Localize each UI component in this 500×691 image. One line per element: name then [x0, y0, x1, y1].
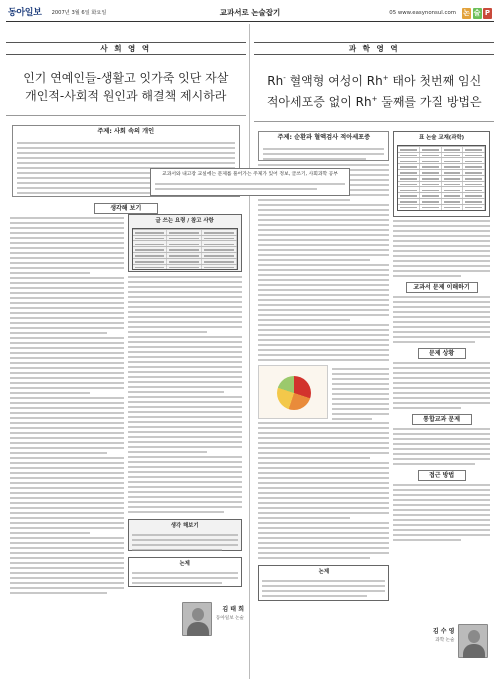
- section-title: 교과서로 논술잡기: [219, 8, 281, 18]
- content-columns: [6, 24, 494, 679]
- science-table-box: [393, 131, 490, 217]
- social-sub-heading-1: 생각해 보기: [94, 203, 158, 214]
- science-body: [254, 131, 494, 601]
- newspaper-logo[interactable]: 동아일보: [8, 7, 42, 18]
- science-headline-line2: 적아세포증 없이 Rh+ 둘째를 가질 방법은: [266, 95, 482, 109]
- author-photo-right: [458, 624, 488, 658]
- social-body-col-1: [10, 214, 124, 594]
- author-name-right: 김 수 영: [432, 628, 455, 635]
- center-intro-text: 교과서와 내고장 교실에는 문제를 풀어가는 주제가 있어 정보, 글쓰기, 사회과학 공부: [162, 172, 338, 177]
- science-body-col-2: [393, 131, 490, 601]
- brand-badge-2: 술: [473, 9, 481, 17]
- social-body-col-2: [128, 214, 242, 594]
- think-box: [128, 519, 242, 551]
- brand-badge-3: P: [484, 9, 491, 17]
- guide-table: [132, 228, 238, 271]
- headline-rule: [6, 115, 246, 117]
- center-intro-note: [150, 168, 350, 196]
- social-headline-line1: 인기 연예인들-생활고 잇가죽 잇단 자살: [23, 71, 229, 85]
- social-body: [6, 214, 246, 594]
- author-role-right: 과학 논술: [435, 638, 455, 643]
- science-topic-title: 주제: 순환과 혈액검사 적아세포증: [277, 134, 371, 141]
- masthead: [6, 6, 494, 22]
- blood-diagram-icon: [277, 376, 311, 410]
- think-box-title: 생각 해보기: [170, 523, 199, 529]
- science-topic-box: [258, 131, 389, 161]
- guide-title: 글 쓰는 요령 / 참고 사항: [155, 218, 214, 224]
- science-sub-heading-3: 통합교과 문제: [412, 414, 472, 425]
- science-body-col-1: [258, 131, 389, 601]
- social-table-box: [128, 214, 242, 272]
- brand-badges: [462, 8, 492, 19]
- issue-date: 2007년 3월 6일 화요일: [51, 9, 107, 16]
- science-diagram-area: [258, 365, 389, 419]
- science-section-header: 과 학 영 역: [254, 42, 494, 55]
- science-sub-heading-2: 문제 상황: [418, 348, 466, 359]
- science-table-title: 표 논술 교재(과학): [419, 135, 465, 141]
- science-sub-heading-4: 접근 방법: [418, 470, 466, 481]
- social-section-header: 사 회 영 역: [6, 42, 246, 55]
- science-column: [254, 24, 494, 679]
- question-box: [128, 557, 242, 587]
- headline-rule-right: [254, 121, 494, 123]
- science-sub-heading-1: 교과서 문제 이해하기: [406, 282, 478, 293]
- brand-badge-1: 논: [463, 9, 470, 17]
- author-role-left: 동아일보 논술: [215, 616, 244, 621]
- social-headline: [6, 69, 246, 105]
- social-topic-title: 주제: 사회 속의 개인: [97, 128, 155, 135]
- science-table: [397, 145, 486, 211]
- social-column: [6, 24, 246, 679]
- page-number[interactable]: 05 www.easynonsul.com: [389, 9, 456, 16]
- social-headline-line2: 개인적-사회적 원인과 해결책 제시하라: [25, 89, 227, 103]
- fetus-diagram: [258, 365, 328, 419]
- author-name-left: 김 태 희: [222, 606, 244, 613]
- question-box-title: 논제: [179, 561, 190, 567]
- diagram-side-text: [332, 365, 389, 420]
- science-question-title: 논제: [318, 569, 330, 575]
- science-headline-line1: Rh- 혈액형 여성이 Rh+ 태아 첫번째 임신: [267, 74, 482, 88]
- science-question-box: [258, 565, 389, 601]
- science-headline: [254, 69, 494, 111]
